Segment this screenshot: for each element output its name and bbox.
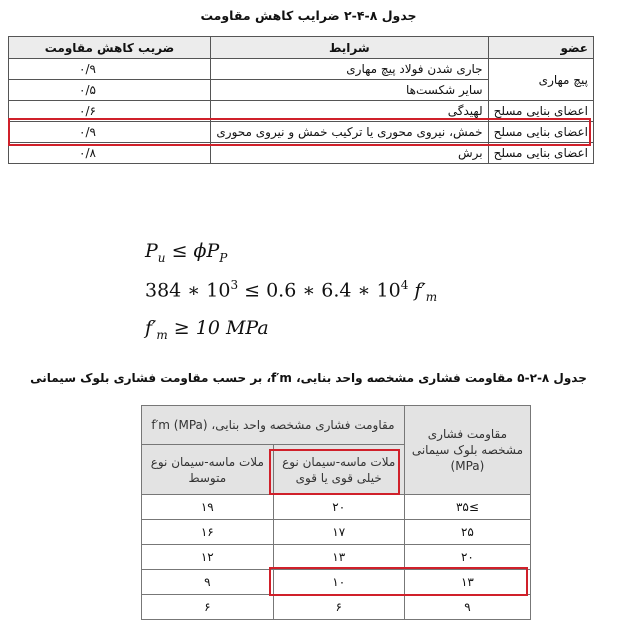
cell-strong: ۶ [273,595,404,620]
cell-factor: ۰/۸ [9,143,211,164]
cell-block: ۲۰ [404,545,530,570]
eq1-rhs-sub: P [219,250,228,265]
column-header-member: عضو [488,37,593,59]
cell-medium: ۱۹ [142,495,274,520]
column-header-medium-mortar: ملات ماسه-سیمان نوع متوسط [142,445,274,495]
cell-factor: ۰/۹ [9,59,211,80]
eq3-lhs-sub: m [156,327,168,342]
equation-2 [145,278,437,304]
eq2-fm-sub: m [425,290,438,305]
highlight-box-row-13 [269,567,528,596]
cell-medium: ۹ [142,570,274,595]
cell-member: پیچ مهاری [488,59,593,101]
table-row [9,59,594,80]
cell-member: اعضای بنایی مسلح [488,122,593,143]
eq3-operator: ≥ [173,317,190,339]
cell-block: ≥۳۵ [404,495,530,520]
table-row [142,545,531,570]
table1-title: جدول ۸-۴-۲ ضرایب کاهش مقاومت [200,8,417,23]
eq1-rhs: ϕP [193,240,220,262]
eq1-operator: ≤ [171,240,188,262]
column-header-factor: ضریب کاهش مقاومت [9,37,211,59]
eq2-rhs-exp: 4 [400,278,409,292]
cell-member: اعضای بنایی مسلح [488,101,593,122]
cell-condition: سایر شکست‌ها [211,80,489,101]
highlight-box-strong-mortar-header [269,449,400,495]
cell-medium: ۱۶ [142,520,274,545]
cell-block: ۱۳ [404,570,530,595]
eq3-rhs: 10 MPa [195,317,269,339]
cell-strong: ۲۰ [273,495,404,520]
cell-strong: ۱۰ [273,570,404,595]
eq2-rhs: 0.6 ∗ 6.4 ∗ 10 [266,279,401,302]
eq2-fm: f′ [414,279,426,302]
equation-1 [145,240,227,265]
column-header-condition: شرایط [211,37,489,59]
table-header-row [142,406,531,445]
cell-member: اعضای بنایی مسلح [488,143,593,164]
eq2-lhs-exp: 3 [230,278,239,292]
cell-factor: ۰/۹ [9,122,211,143]
cell-medium: ۶ [142,595,274,620]
equation-3 [145,317,269,342]
table-header-row [9,37,594,59]
cell-medium: ۱۲ [142,545,274,570]
column-header-block-strength: مقاومت فشاری مشخصه بلوک سیمانی (MPa) [404,406,530,495]
cell-block: ۲۵ [404,520,530,545]
table2-title: جدول ۸-۲-۵ مقاومت فشاری مشخصه واحد بنایی، f′m، بر حسب مقاومت فشاری بلوک سیمانی [30,371,587,385]
eq1-lhs-sub: u [157,250,166,265]
cell-strong: ۱۷ [273,520,404,545]
eq1-lhs: P [145,240,158,262]
eq2-operator: ≤ [244,279,261,302]
cell-condition: جاری شدن فولاد پیچ مهاری [211,59,489,80]
table-row [142,595,531,620]
cell-condition: خمش، نیروی محوری یا ترکیب خمش و نیروی محوری [211,122,489,143]
cell-condition: برش [211,143,489,164]
table-row [142,520,531,545]
cell-factor: ۰/۵ [9,80,211,101]
eq3-lhs: f′ [145,317,157,339]
eq2-lhs: 384 ∗ 10 [145,279,231,302]
cell-block: ۹ [404,595,530,620]
highlight-box-crushing-row [8,118,591,146]
cell-factor: ۰/۶ [9,101,211,122]
column-header-strong-mortar: ملات ماسه-سیمان نوع خیلی قوی یا قوی [273,445,404,495]
cell-condition: لهیدگی [211,101,489,122]
table-row [142,495,531,520]
cell-strong: ۱۳ [273,545,404,570]
column-header-group-fm: مقاومت فشاری مشخصه واحد بنایی، f′m (MPa) [142,406,405,445]
